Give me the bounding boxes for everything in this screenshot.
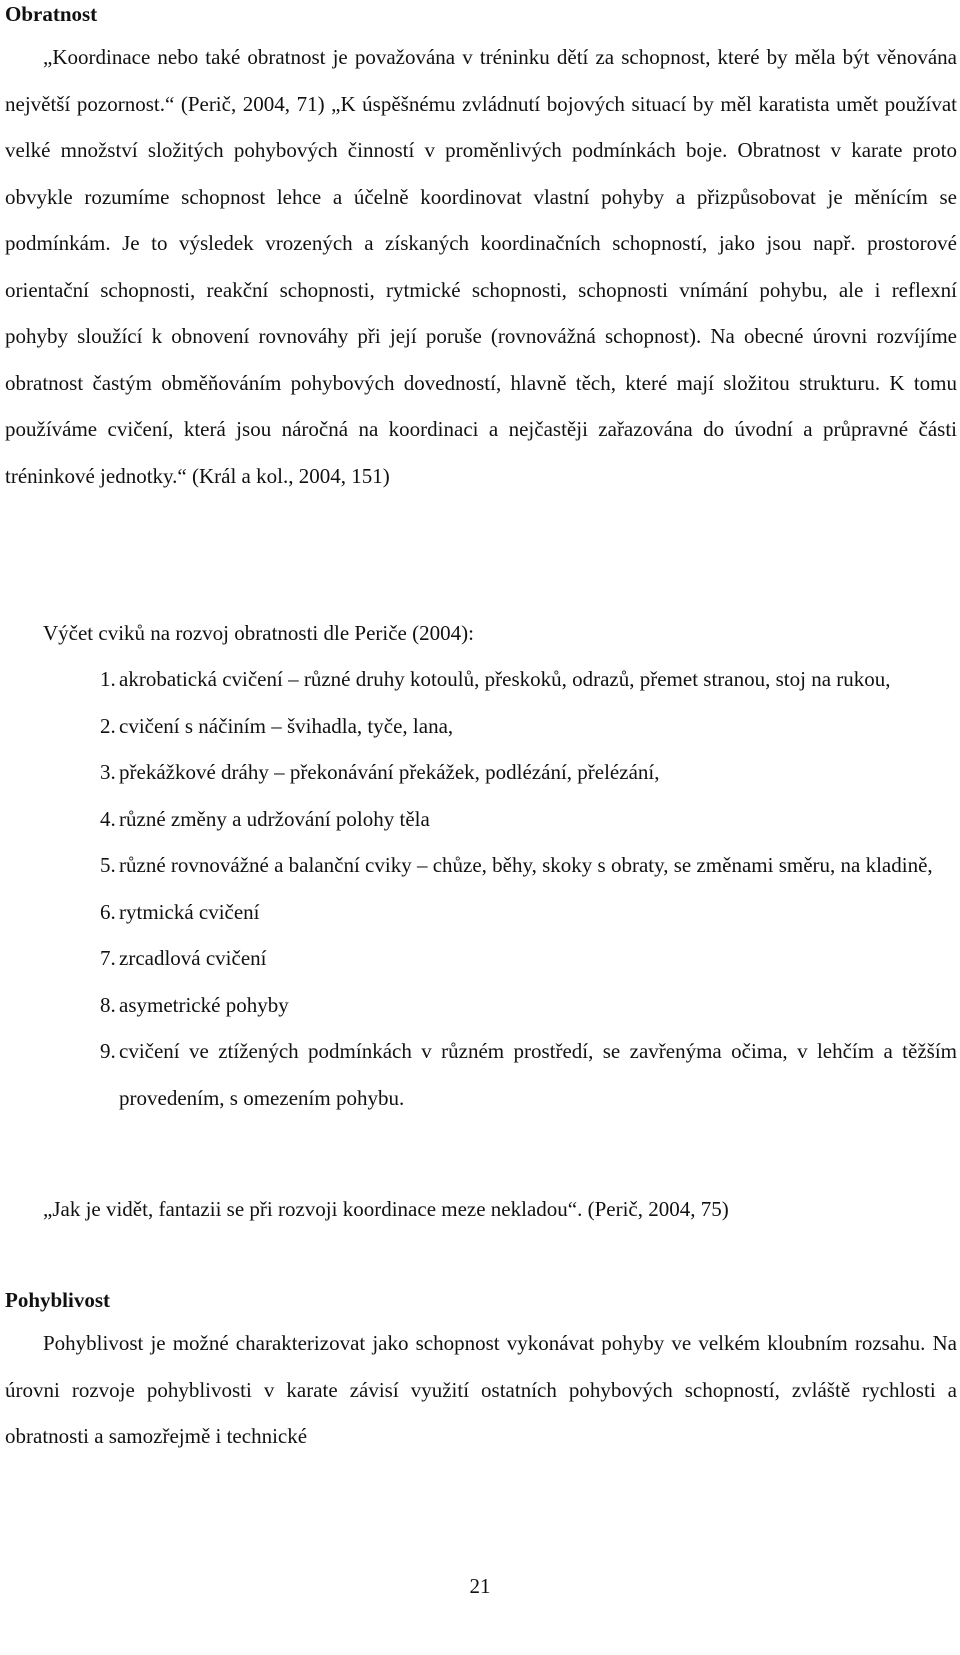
exercise-list — [100, 656, 957, 1121]
list-item-number: 9. — [100, 1039, 116, 1063]
list-item-number: 3. — [100, 760, 116, 784]
list-item — [100, 1028, 957, 1121]
list-item-number: 7. — [100, 946, 116, 970]
list-item-number: 2. — [100, 713, 116, 738]
list-item-text: asymetrické pohyby — [119, 992, 289, 1017]
list-item-number: 8. — [100, 992, 116, 1017]
list-item-text: akrobatická cvičení – různé druhy kotoulů, přeskoků, odrazů, přemet stranou, stoj na rukou, — [119, 667, 891, 691]
page-number: 21 — [469, 1574, 491, 1598]
list-item-text: různé rovnovážné a balanční cviky – chůze, běhy, skoky s obraty, se změnami směru, na kladině, — [119, 853, 933, 877]
list-item — [100, 796, 957, 843]
list-item-number: 1. — [100, 667, 116, 691]
list-item — [100, 935, 957, 982]
list-item — [100, 656, 957, 703]
list-item — [100, 842, 957, 889]
list-item — [100, 889, 957, 936]
list-item-text: různé změny a udržování polohy těla — [119, 806, 430, 831]
list-item-text: zrcadlová cvičení — [119, 946, 267, 970]
list-item-text: cvičení ve ztížených podmínkách v různém prostředí, se zavřenýma očima, v lehčím a těžším provedením, s omezením pohybu. — [119, 1039, 957, 1110]
list-item — [100, 749, 957, 796]
exercise-list-intro: Výčet cviků na rozvoj obratnosti dle Periče (2004): — [43, 621, 474, 645]
list-item-text: překážkové dráhy – překonávání překážek, podlézání, přelézání, — [119, 760, 660, 784]
list-item-number: 5. — [100, 853, 116, 877]
section-heading-pohyblivost: Pohyblivost — [5, 1288, 111, 1312]
list-item-text: rytmická cvičení — [119, 899, 260, 924]
list-item-text: cvičení s náčiním – švihadla, tyče, lana, — [119, 713, 454, 738]
list-item-number: 4. — [100, 806, 116, 831]
list-item-number: 6. — [100, 899, 116, 924]
obratnost-paragraph: „Koordinace nebo také obratnost je považována v tréninku dětí za schopnost, které by měla být věnována největší pozornost.“ (Perič, 2004, 71) „K úspěšnému zvládnutí bojových situací by měl karatista umět používat velké množství složitých pohybových činností v proměnlivých podmínkách boje. Obratnost v karate proto obvykle rozumíme schopnost lehce a účelně koordinovat vlastní pohyby a přizpůsobovat je měnícím se podmínkám. Je to výsledek vrozených a získaných koordinačních schopností, jako jsou např. prostorové orientační schopnosti, reakční schopnosti, rytmické schopnosti, schopnosti vnímání pohybu, ale i reflexní pohyby sloužící k obnovení rovnováhy při její poruše (rovnovážná schopnost). Na obecné úrovni rozvíjíme obratnost častým obměňováním pohybových dovedností, hlavně těch, které mají složitou strukturu. K tomu používáme cvičení, která jsou náročná na koordinaci a nejčastěji zařazována do úvodní a průpravné části tréninkové jednotky.“ (Král a kol., 2004, 151) — [5, 45, 957, 488]
list-item — [100, 703, 957, 750]
pohyblivost-paragraph: Pohyblivost je možné charakterizovat jako schopnost vykonávat pohyby ve velkém kloubním rozsahu. Na úrovni rozvoje pohyblivosti v karate závisí využití ostatních pohybových schopností, zvláště rychlosti a obratnosti a samozřejmě i technické — [5, 1331, 957, 1448]
closing-quote: „Jak je vidět, fantazii se při rozvoji koordinace meze nekladou“. (Perič, 2004, 75) — [43, 1197, 729, 1221]
section-heading-obratnost: Obratnost — [5, 2, 98, 26]
list-item — [100, 982, 957, 1029]
